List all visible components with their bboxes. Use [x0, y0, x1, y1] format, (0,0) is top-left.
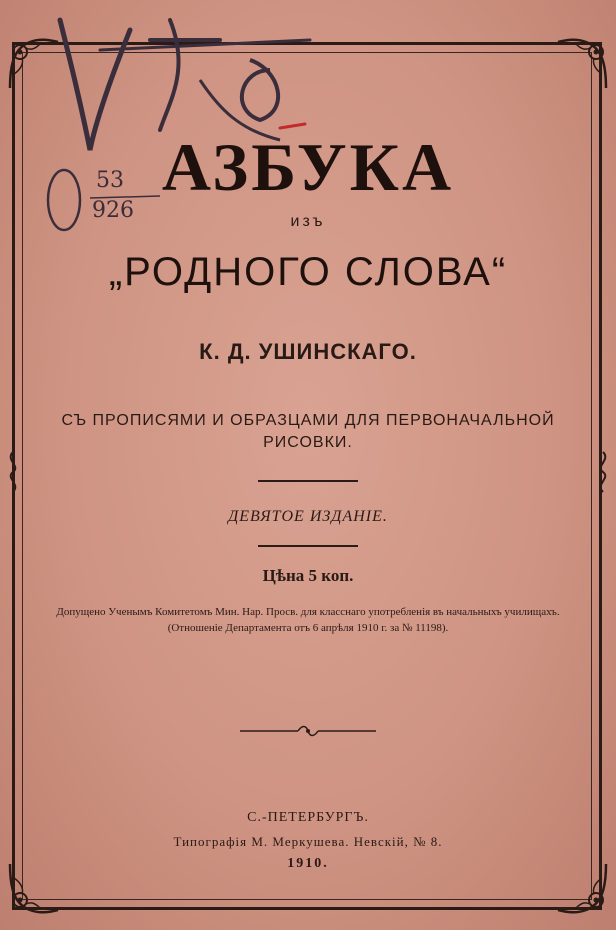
publication-city: С.-ПЕТЕРБУРГЪ.: [247, 810, 369, 825]
book-description: СЪ ПРОПИСЯМИ И ОБРАЗЦАМИ ДЛЯ ПЕРВОНАЧАЛЬНОЙ РИСОВКИ.: [61, 412, 555, 451]
corner-ornament-icon: [552, 34, 612, 94]
author-name: К. Д. УШИНСКАГО.: [199, 339, 417, 364]
side-ornament-icon: [593, 450, 613, 494]
book-title: АЗБУКА: [161, 129, 455, 205]
side-ornament-icon: [3, 450, 23, 494]
title-preposition: изъ: [290, 213, 326, 230]
edition-label: ДЕВЯТОЕ ИЗДАНІЕ.: [228, 508, 388, 525]
divider-line: [258, 480, 358, 482]
shelf-number-top: 53: [96, 168, 124, 193]
publication-year: 1910.: [287, 856, 329, 871]
price-label: Цѣна 5 коп.: [262, 566, 354, 585]
book-subtitle: „РОДНОГО СЛОВА“: [108, 250, 508, 294]
printing-house: Типографія М. Меркушева. Невскій, № 8.: [173, 834, 443, 849]
approval-notice: Допущено Ученымъ Комитетомъ Мин. Нар. Просв. для класснаго употребленія въ начальныхъ училищахъ. (Отношеніе Департамента отъ 6 апрѣля 1910 г. за № 11198).: [56, 606, 560, 634]
divider-line: [258, 545, 358, 547]
divider-ornament-icon: [238, 724, 378, 738]
shelf-number-bottom: 926: [92, 198, 134, 223]
